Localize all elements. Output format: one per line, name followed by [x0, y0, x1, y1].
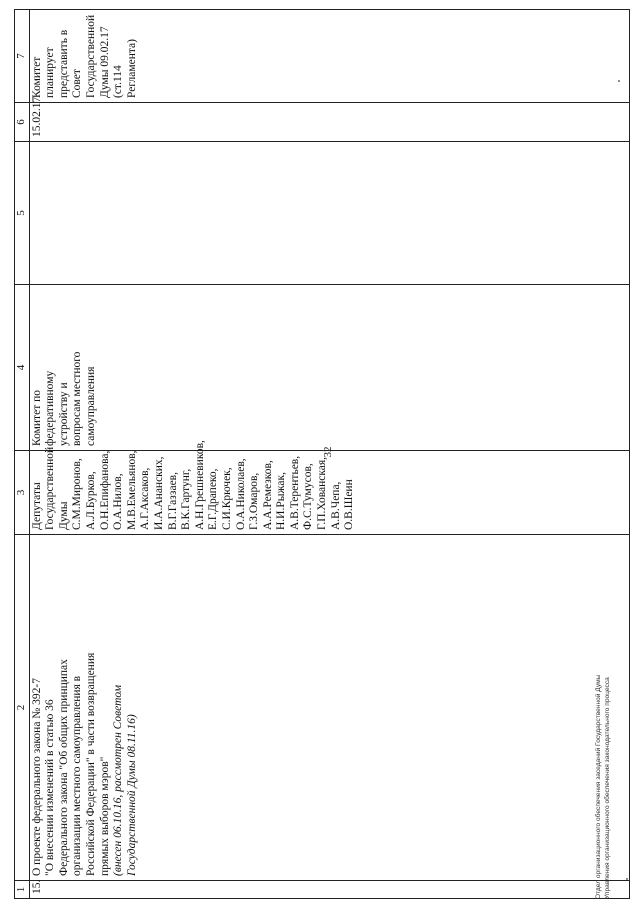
column-header: 6: [15, 103, 30, 142]
author-line: А.Н.Грешневиков,: [193, 440, 206, 530]
page-number: 32: [322, 446, 334, 458]
author-line: В.Г.Газзаев,: [166, 472, 179, 530]
description-line: Российской Федерации" в части возвращения: [84, 652, 97, 876]
column-header: 7: [15, 10, 30, 103]
author-line: С.М.Миронов,: [71, 458, 84, 530]
author-line: Г.З.Омаров,: [248, 472, 261, 530]
column-header: 3: [15, 451, 30, 535]
plan-line: (ст.114 Регламента): [112, 39, 138, 98]
plan-line: Комитет планирует: [30, 47, 57, 98]
author-line: А.В.Терентьев,: [288, 455, 301, 530]
author-line: М.В.Емельянов,: [125, 450, 138, 530]
table-row: [29, 10, 629, 899]
author-line: Депутаты: [30, 482, 43, 530]
description-line: Федерального закона "Об общих принципах: [57, 659, 70, 876]
committee-cell: [29, 285, 629, 451]
author-line: А.А.Ремезков,: [261, 460, 274, 530]
description-line: "О внесении изменений в статью 36: [44, 699, 57, 876]
scan-speck: [626, 878, 628, 880]
author-line: В.К.Гартунг,: [180, 468, 193, 530]
committee-line: устройству и: [57, 382, 70, 446]
author-line: О.А.Нилов,: [112, 473, 125, 530]
footer-line: Управления организационного обеспечения законодательного процесса: [604, 677, 611, 899]
author-line: Г.П.Хованская,: [316, 456, 329, 530]
column-header: 5: [15, 142, 30, 285]
column-5-cell: [29, 142, 629, 285]
plan-line: представить в Совет: [57, 29, 84, 98]
committee-line: Комитет по: [30, 390, 43, 446]
scan-speck: [618, 80, 620, 82]
bill-description-cell: [29, 535, 629, 881]
author-line: С.И.Крючек,: [220, 467, 233, 530]
author-line: Н.И.Рыжак,: [275, 472, 288, 530]
description-line: О проекте федерального закона № 392-7: [30, 678, 43, 876]
column-header: 4: [15, 285, 30, 451]
committee-line: федеративному: [44, 370, 57, 446]
bills-table: [14, 9, 630, 899]
description-line: организации местного самоуправления в: [71, 675, 84, 876]
author-line: А.Л.Бурков,: [84, 471, 97, 530]
column-header: 1: [15, 881, 30, 899]
author-line: Государственной: [44, 446, 57, 530]
committee-line: вопросам местного: [71, 351, 84, 446]
author-line: Ф.С.Тумусов,: [302, 463, 315, 530]
plan-line: Государственной: [84, 14, 97, 98]
description-line: прямых выборов мэров": [98, 756, 111, 876]
row-number: 15.: [29, 881, 629, 899]
plan-line: Думы 09.02.17: [98, 26, 111, 98]
table-header-row: [15, 10, 30, 899]
author-line: Думы: [57, 501, 70, 530]
footer-department: [594, 399, 612, 899]
authors-cell: [29, 440, 629, 535]
date-cell: 15.02.17: [29, 103, 629, 142]
submission-note-line: Государственной Думы 08.11.16): [125, 714, 138, 876]
committee-line: самоуправления: [84, 366, 97, 446]
plan-cell: [29, 10, 629, 103]
author-line: А.Г.Аксаков,: [139, 467, 152, 530]
author-line: А.В.Чепа,: [329, 481, 342, 530]
author-line: О.В.Шеин: [343, 479, 356, 530]
author-line: И.А.Ананских,: [152, 456, 165, 530]
author-line: О.А.Николаев,: [234, 458, 247, 530]
submission-note-line: (внесен 06.10.16, рассмотрен Советом: [112, 684, 125, 876]
author-line: О.Н.Епифанова,: [98, 450, 111, 530]
footer-line: Отдел организационного обеспечения заседаний Государственной Думы: [595, 674, 602, 899]
column-header: 2: [15, 535, 30, 881]
author-line: Е.Г.Драпеко,: [207, 468, 220, 530]
